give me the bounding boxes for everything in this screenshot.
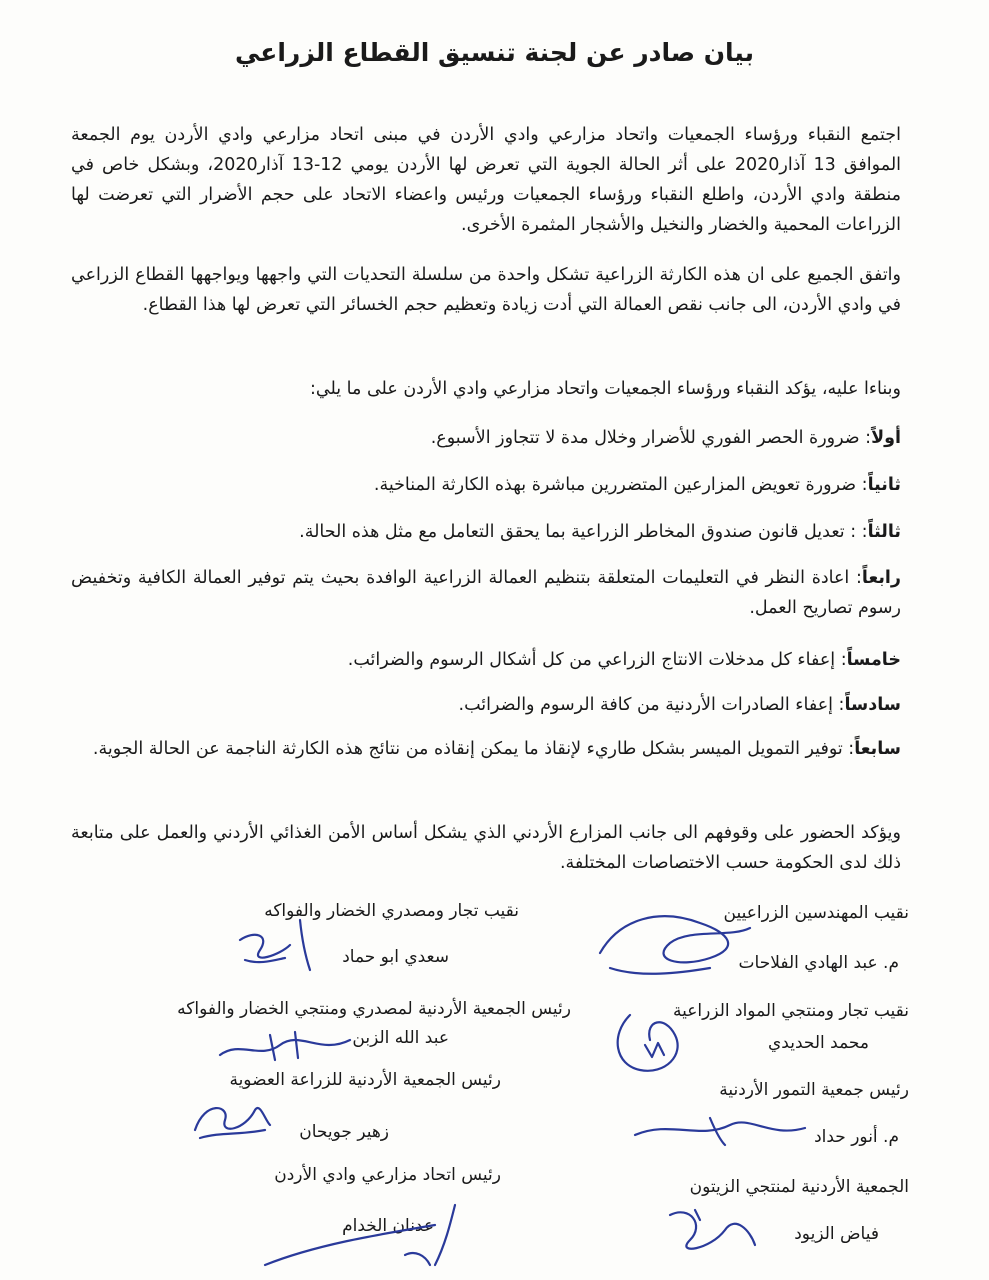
- signatory-title: نقيب تجار ومصدري الخضار والفواكه: [264, 901, 519, 921]
- demand-label: ثانياً: [867, 475, 901, 495]
- signatory-title: رئيس جمعية التمور الأردنية: [719, 1080, 909, 1100]
- intro-paragraph: اجتمع النقباء ورؤساء الجمعيات واتحاد مزارعي وادي الأردن في مبنى اتحاد مزارعي وادي الأردن يوم الجمعة الموافق 13 آذار2020 على أثر الحالة الجوية التي تعرض لها الأردن يومي 12-13 آذار2020، وبشكل خاص في منطقة وادي الأردن، واطلع النقباء ورؤساء الجمعيات ورئيس واعضاء الاتحاد على حجم الأضرار التي تعرضت لها الزراعات المحمية والخضار والنخيل والأشجار المثمرة الأخرى.: [71, 125, 902, 235]
- demand-text: : : تعديل قانون صندوق المخاطر الزراعية بما يحقق التعامل مع مثل هذه الحالة.: [299, 522, 868, 542]
- signatory-name: سعدي ابو حماد: [342, 947, 449, 967]
- demand-text: : توفير التمويل الميسر بشكل طاريء لإنقاذ ما يمكن إنقاذه من نتائج هذه الكارثة الناجمة عن الحالة الجوية.: [92, 739, 855, 759]
- demand-text: : اعادة النظر في التعليمات المتعلقة بتنظيم العمالة الزراعية الوافدة بحيث يتم توفير العمالة الكافية وتخفيض رسوم تصاريح العمل.: [71, 568, 901, 618]
- demand-item: [71, 645, 901, 675]
- demand-text: : ضرورة الحصر الفوري للأضرار وخلال مدة لا تتجاوز الأسبوع.: [430, 428, 872, 448]
- signature-mark: [210, 1020, 360, 1070]
- signatory-title: رئيس الجمعية الأردنية لمصدري ومنتجي الخضار والفواكه: [177, 999, 571, 1019]
- demand-label: خامساً: [846, 650, 901, 670]
- demand-label: رابعاً: [861, 568, 901, 588]
- demand-label: سابعاً: [854, 739, 901, 759]
- demand-item: [71, 423, 901, 453]
- demand-item: [71, 517, 901, 547]
- agreement-paragraph: واتفق الجميع على ان هذه الكارثة الزراعية تشكل واحدة من سلسلة التحديات التي واجهها ويواجهها القطاع الزراعي في وادي الأردن، الى جانب نقص العمالة التي أدت زيادة وتعظيم حجم الخسائر التي تعرض لها هذا القطاع.: [71, 265, 901, 315]
- signatory-name: م. أنور حداد: [814, 1127, 899, 1147]
- signatory-title: الجمعية الأردنية لمنتجي الزيتون: [689, 1177, 909, 1197]
- demand-item: [71, 470, 901, 500]
- closing-paragraph: ويؤكد الحضور على وقوفهم الى جانب المزارع الأردني الذي يشكل أساس الأمن الغذائي الأردني والعمل على متابعة ذلك لدى الحكومة حسب الاختصاصات المختلفة.: [71, 823, 901, 873]
- demand-item: [71, 690, 901, 720]
- demand-text: : إعفاء الصادرات الأردنية من كافة الرسوم والضرائب.: [458, 695, 845, 715]
- demand-item: [71, 734, 901, 764]
- signatory-name: عبد الله الزبن: [352, 1028, 449, 1048]
- demand-item: [71, 563, 901, 623]
- demand-text: : إعفاء كل مدخلات الانتاج الزراعي من كل أشكال الرسوم والضرائب.: [347, 650, 847, 670]
- document-title: بيان صادر عن لجنة تنسيق القطاع الزراعي: [234, 38, 755, 67]
- signatory-name: زهير جويحان: [299, 1122, 389, 1142]
- signatory-name: عدنان الخدام: [342, 1216, 434, 1236]
- demand-label: سادساً: [844, 695, 901, 715]
- signatory-title: رئيس اتحاد مزارعي وادي الأردن: [274, 1165, 501, 1185]
- signatory-name: م. عبد الهادي الفلاحات: [738, 953, 899, 973]
- demand-text: : ضرورة تعويض المزارعين المتضررين مباشرة بهذه الكارثة المناخية.: [373, 475, 868, 495]
- signature-mark: [655, 1195, 765, 1260]
- therefore-paragraph: وبناءا عليه، يؤكد النقباء ورؤساء الجمعيات واتحاد مزارعي وادي الأردن على ما يلي:: [309, 379, 901, 399]
- signature-mark: [630, 1110, 810, 1150]
- demand-label: أولاً: [871, 428, 901, 448]
- signatory-title: نقيب المهندسين الزراعيين: [723, 903, 909, 923]
- signatory-title: نقيب تجار ومنتجي المواد الزراعية: [673, 1001, 909, 1021]
- demand-label: ثالثاً: [867, 522, 901, 542]
- signature-mark: [185, 1090, 275, 1145]
- signatory-name: محمد الحديدي: [768, 1033, 869, 1053]
- signatory-title: رئيس الجمعية الأردنية للزراعة العضوية: [229, 1070, 501, 1090]
- signatory-name: فياض الزيود: [794, 1224, 879, 1244]
